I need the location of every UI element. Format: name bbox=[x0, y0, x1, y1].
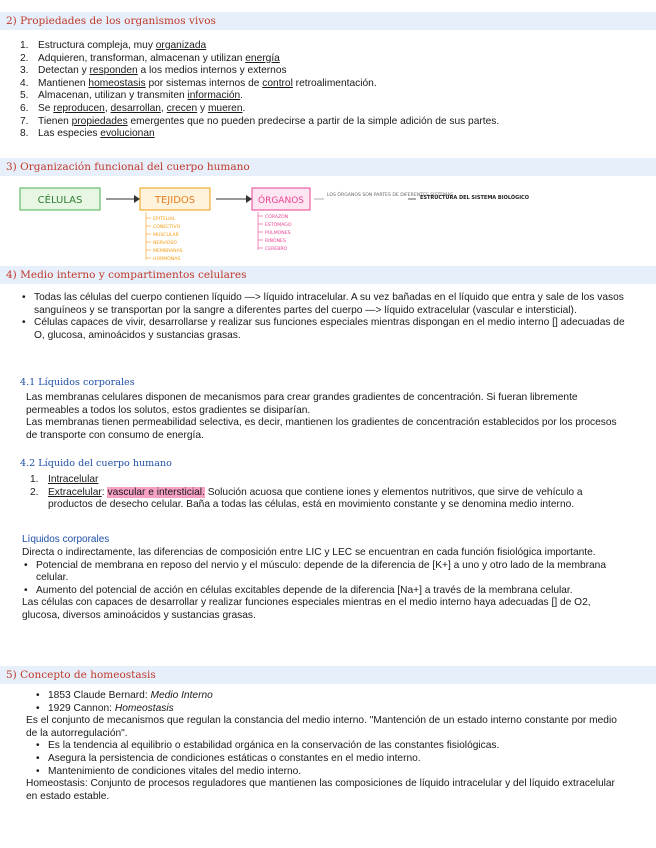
paragraph: Es el conjunto de mecanismos que regulan la constancia del medio interno. "Mantención de un estado interno constante por medio de la autorregulación". bbox=[26, 715, 617, 739]
subsection-4-2-list bbox=[30, 474, 630, 512]
list-item: • Potencial de membrana en reposo del nervio y el músculo: depende de la diferencia de [K+] a uno y otro lado de la membrana celular. bbox=[22, 560, 626, 585]
cells-label: CÉLULAS bbox=[37, 195, 83, 206]
list-item: 6. Se reproducen, desarrollan, crecen y mueren. bbox=[20, 102, 246, 114]
organs-note: LOS ÓRGANOS SON PARTES DE DIFERENTES SISTEMAS bbox=[327, 193, 454, 198]
organ-item: CEREBRO bbox=[265, 247, 288, 252]
list-item: 2. Extracelular: vascular e intersticial. Solución acuosa que contiene iones y elementos nutritivos, que sirve de vehículo a productos de desecho celular. Baña a todas las células, está en movimiento constante y se denomina medio interno. bbox=[30, 486, 583, 511]
organ-item: PULMONES bbox=[265, 231, 291, 236]
tissue-item: CONECTIVO bbox=[153, 225, 181, 230]
section-3-heading: 3) Organización funcional del cuerpo humano bbox=[0, 158, 656, 176]
tissue-item: NERVIOSO bbox=[153, 241, 177, 246]
list-item: 5. Almacenan, utilizan y transmiten información. bbox=[20, 90, 244, 102]
paragraph: Directa o indirectamente, las diferencias de composición entre LIC y LEC se encuentran en cada función fisiológica importante. bbox=[22, 547, 596, 558]
organs-label: ÓRGANOS bbox=[258, 196, 304, 206]
list-item: • 1853 Claude Bernard: Medio Interno bbox=[34, 690, 626, 703]
tissue-item: EPITELIAL bbox=[153, 217, 176, 222]
list-item: • Todas las células del cuerpo contienen líquido —> líquido intracelular. A su vez bañadas en el líquido que entra y sale de los vasos sanguíneos y se transportan por la sangre a diferentes partes del cuerpo —> líquido extracelular (vascular e intersticial). bbox=[20, 292, 636, 317]
paragraph: Las membranas tienen permeabilidad selectiva, es decir, mantienen los gradientes de concentración establecidos por los procesos de transporte con consumo de energía. bbox=[26, 417, 617, 441]
subsection-4-2-heading: 4.2 Líquido del cuerpo humano bbox=[20, 458, 172, 469]
body-fluids-heading: Líquidos corporales bbox=[22, 534, 110, 545]
list-item: • Asegura la persistencia de condiciones estáticas o constantes en el medio interno. bbox=[34, 753, 626, 766]
organization-diagram bbox=[0, 180, 656, 266]
section-2-heading: 2) Propiedades de los organismos vivos bbox=[0, 12, 656, 30]
result-label: ESTRUCTURA DEL SISTEMA BIOLÓGICO bbox=[420, 195, 529, 201]
list-item: 7. Tienen propiedades emergentes que no pueden predecirse a partir de la simple adición de sus partes. bbox=[20, 115, 500, 127]
subsection-4-1-body bbox=[26, 392, 630, 442]
list-item: • Aumento del potencial de acción en células excitables depende de la diferencia [Na+] a través de la membrana celular. bbox=[22, 585, 626, 598]
section-4-bullets bbox=[20, 292, 636, 342]
list-item: 8. Las especies evolucionan bbox=[20, 128, 155, 140]
organ-item: RIÑONES bbox=[265, 239, 286, 244]
paragraph: Las membranas celulares disponen de mecanismos para crear grandes gradientes de concentración. Si fueran libremente permeables a todos los solutos, estos gradientes se disiparían. bbox=[26, 392, 578, 416]
list-item: 1. Intracelular bbox=[30, 474, 99, 485]
properties-list bbox=[20, 40, 640, 141]
paragraph: Las células con capaces de desarrollar y realizar funciones especiales mientras en el medio interno haya adecuadas [] de O2, glucosa, diversos aminoácidos y sustancias grasas. bbox=[22, 597, 591, 621]
list-item: 1. Estructura compleja, muy organizada bbox=[20, 40, 207, 51]
paragraph: Homeostasis: Conjunto de procesos reguladores que mantienen las composiciones de líquido intracelular y del líquido extracelular en estado estable. bbox=[26, 778, 615, 802]
tissue-item: HORMONAS bbox=[153, 257, 181, 262]
arrow-2-head bbox=[246, 195, 252, 203]
body-fluids-body bbox=[22, 547, 626, 623]
arrow-1-head bbox=[134, 195, 140, 203]
list-item: • Células capaces de vivir, desarrollarse y realizar sus funciones especiales mientras dispongan en el medio interno [] adecuadas de O, glucosa, aminoácidos y sustancias grasas. bbox=[20, 317, 636, 342]
section-5-heading: 5) Concepto de homeostasis bbox=[0, 666, 656, 684]
list-item: 4. Mantienen homeostasis por sistemas internos de control retroalimentación. bbox=[20, 77, 377, 89]
tissue-item: MEMBRANAS bbox=[153, 249, 183, 254]
list-item: 3. Detectan y responden a los medios internos y externos bbox=[20, 65, 287, 77]
organ-item: CÓRAZÓN bbox=[265, 215, 289, 220]
list-item: 2. Adquieren, transforman, almacenan y utilizan energía bbox=[20, 52, 280, 64]
tissue-item: MUSCULAR bbox=[153, 233, 179, 238]
list-item: • Es la tendencia al equilibrio o estabilidad orgánica en la conservación de las constantes fisiológicas. bbox=[34, 740, 626, 753]
list-item: • 1929 Cannon: Homeostasis bbox=[34, 703, 626, 716]
section-5-body bbox=[26, 690, 626, 803]
section-4-heading: 4) Medio interno y compartimentos celulares bbox=[0, 266, 656, 284]
subsection-4-1-heading: 4.1 Líquidos corporales bbox=[20, 377, 135, 388]
list-item: • Mantenimiento de condiciones vitales del medio interno. bbox=[34, 766, 626, 779]
organ-item: ESTÓMAGO bbox=[265, 223, 292, 228]
tissues-label: TEJIDOS bbox=[154, 195, 196, 206]
